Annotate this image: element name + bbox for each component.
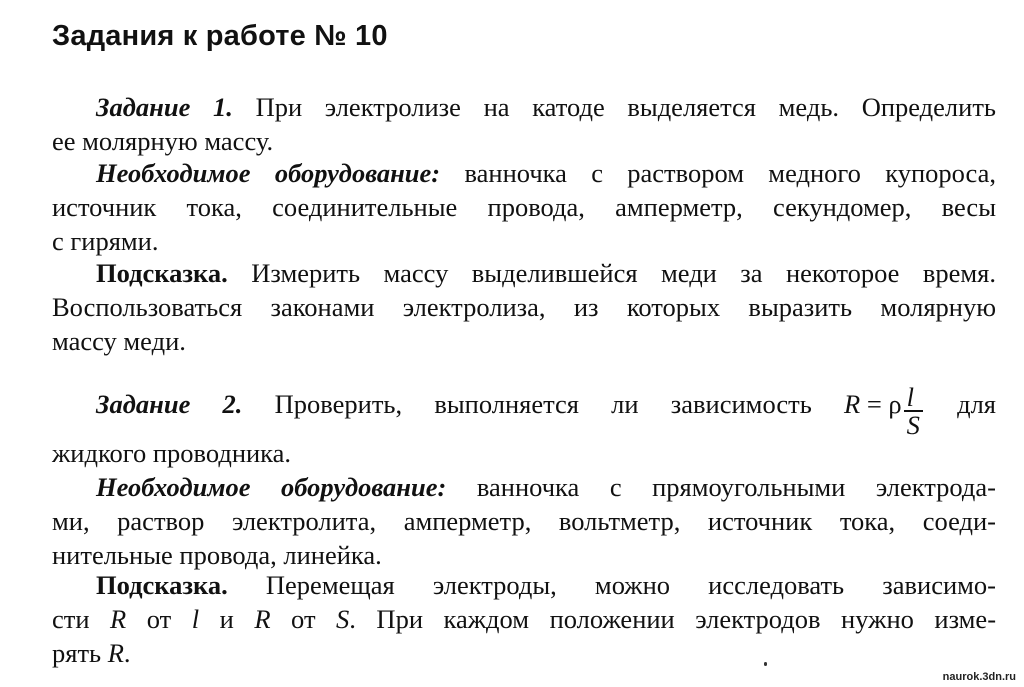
task-1-equipment-line-1: Необходимое оборудование: ванночка с раствором медного купороса, bbox=[96, 158, 997, 188]
task-2-line-2: жидкого проводника. bbox=[52, 438, 292, 468]
task-2-equipment-label: Необходимое оборудование: bbox=[96, 472, 447, 502]
task-1-hint-label: Подсказка. bbox=[96, 258, 228, 288]
resistance-formula: R = ρ $\frac{l}{S}$ bbox=[844, 380, 925, 434]
task-1-label: Задание 1. bbox=[96, 92, 233, 122]
task-1-line-1: Задание 1. При электролизе на катоде выделяется медь. Определить bbox=[96, 92, 996, 122]
page-title: Задания к работе № 10 bbox=[52, 20, 388, 52]
task-2-hint-line-2: сти R от l и R от S. При каждом положении электродов нужно изме- bbox=[52, 604, 997, 634]
task-2-hint-line-1: Подсказка. Перемещая электроды, можно исследовать зависимо- bbox=[96, 570, 996, 600]
task-1-equipment bbox=[52, 156, 996, 258]
task-1-hint-line-1: Подсказка. Измерить массу выделившейся меди за некоторое время. bbox=[96, 258, 996, 288]
task-2-equipment-line-3: нительные провода, линейка. bbox=[52, 540, 382, 570]
formula-numerator: l bbox=[904, 384, 923, 412]
task-2-equipment-line-1: Необходимое оборудование: ванночка с прямоугольными электрода- bbox=[96, 472, 996, 502]
task-1-line-2: ее молярную массу. bbox=[52, 126, 274, 156]
task-2-hint-line-3: рять R. bbox=[52, 638, 131, 668]
task-1-hint-line-2: Воспользоваться законами электролиза, из которых выразить молярную bbox=[52, 292, 996, 322]
task-1-hint-line-3: массу меди. bbox=[52, 326, 186, 356]
task-1-statement bbox=[52, 90, 996, 158]
task-2-equipment-line-2: ми, раствор электролита, амперметр, вольтметр, источник тока, соеди- bbox=[52, 506, 996, 536]
task-2-statement-cont bbox=[52, 436, 996, 470]
task-2-equipment bbox=[52, 470, 996, 572]
task-1-equipment-label: Необходимое оборудование: bbox=[96, 158, 441, 188]
formula-denominator: S bbox=[906, 410, 920, 440]
task-2-label: Задание 2. bbox=[96, 389, 243, 420]
formula-fraction bbox=[904, 384, 923, 438]
stray-mark bbox=[764, 662, 767, 666]
watermark: naurok.3dn.ru bbox=[942, 671, 1016, 683]
task-1-equipment-line-2: источник тока, соединительные провода, амперметр, секундомер, весы bbox=[52, 192, 996, 222]
task-2-hint bbox=[52, 568, 996, 670]
task-2-statement bbox=[52, 380, 996, 440]
task-1-hint bbox=[52, 256, 996, 358]
task-2-line-1: Задание 2. Проверить, выполняется ли зависимость R = ρ $\frac{l}{S}$ для bbox=[96, 382, 996, 440]
task-2-hint-label: Подсказка. bbox=[96, 570, 228, 600]
task-1-equipment-line-3: с гирями. bbox=[52, 226, 159, 256]
